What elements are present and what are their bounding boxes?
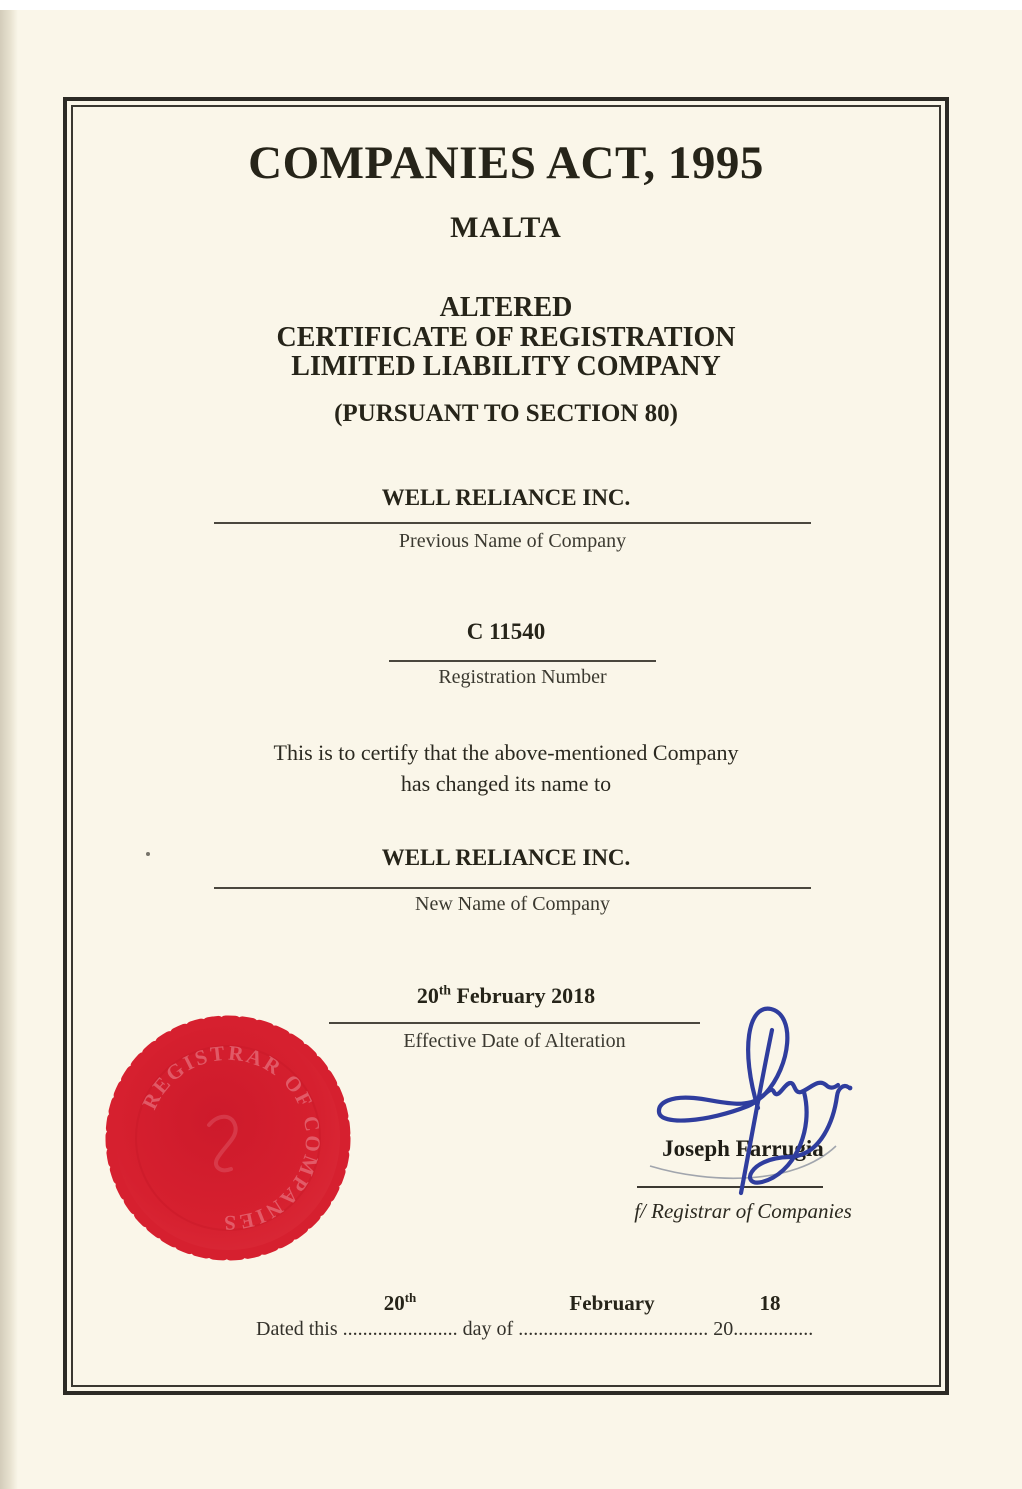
certification-statement bbox=[64, 737, 948, 799]
dated-sentence bbox=[256, 1318, 813, 1341]
signatory-capacity: f/ Registrar of Companies bbox=[634, 1199, 852, 1223]
registration-number-label: Registration Number bbox=[438, 666, 607, 688]
registration-number-rule bbox=[389, 660, 656, 662]
dated-century: 20 bbox=[708, 1318, 734, 1340]
dated-year-value: 18 bbox=[759, 1291, 781, 1315]
registrar-seal bbox=[97, 1007, 359, 1269]
dated-day-value: 20th bbox=[383, 1290, 417, 1315]
certificate-subtitle bbox=[64, 293, 948, 382]
new-name-rule bbox=[214, 887, 811, 889]
subtitle-line-company-type: LIMITED LIABILITY COMPANY bbox=[291, 351, 721, 382]
act-title: COMPANIES ACT, 1995 bbox=[248, 137, 764, 189]
registration-number-value: C 11540 bbox=[466, 619, 546, 644]
dated-dots-day: ....................... bbox=[342, 1318, 458, 1340]
subtitle-line-altered: ALTERED bbox=[439, 292, 573, 323]
new-name-value: WELL RELIANCE INC. bbox=[381, 845, 631, 870]
previous-name-label: Previous Name of Company bbox=[398, 530, 627, 552]
dated-month-value: February bbox=[569, 1291, 655, 1315]
signatory-name: Joseph Farrugia bbox=[662, 1136, 824, 1161]
pursuant-line: (PURSUANT TO SECTION 80) bbox=[334, 400, 678, 427]
country-name: MALTA bbox=[450, 211, 562, 244]
dated-dots-month: ...................................... bbox=[518, 1318, 709, 1340]
signature-rule bbox=[637, 1186, 823, 1188]
dated-day-ordinal: th bbox=[404, 1290, 417, 1305]
seal-ring-text: REGISTRAR OF COMPANIES bbox=[137, 1040, 326, 1236]
statement-line-1: This is to certify that the above-mentioned Company bbox=[273, 740, 739, 765]
effective-date-ordinal: th bbox=[438, 982, 451, 998]
previous-name-rule bbox=[214, 522, 811, 524]
scan-left-edge bbox=[0, 10, 18, 1489]
statement-line-2: has changed its name to bbox=[400, 771, 612, 796]
effective-date-month-year: February 2018 bbox=[450, 983, 596, 1008]
dated-prefix: Dated this bbox=[256, 1318, 343, 1340]
effective-date-day: 20 bbox=[416, 983, 439, 1008]
effective-date-value bbox=[64, 983, 948, 1009]
subtitle-line-certificate: CERTIFICATE OF REGISTRATION bbox=[276, 321, 736, 353]
effective-date-label: Effective Date of Alteration bbox=[403, 1030, 626, 1052]
previous-name-value: WELL RELIANCE INC. bbox=[381, 485, 631, 510]
dated-dots-year: ................ bbox=[733, 1318, 814, 1340]
scan-top-edge bbox=[0, 0, 1022, 10]
new-name-label: New Name of Company bbox=[415, 893, 610, 915]
effective-date-rule bbox=[329, 1022, 700, 1024]
dated-middle: day of bbox=[457, 1318, 519, 1340]
